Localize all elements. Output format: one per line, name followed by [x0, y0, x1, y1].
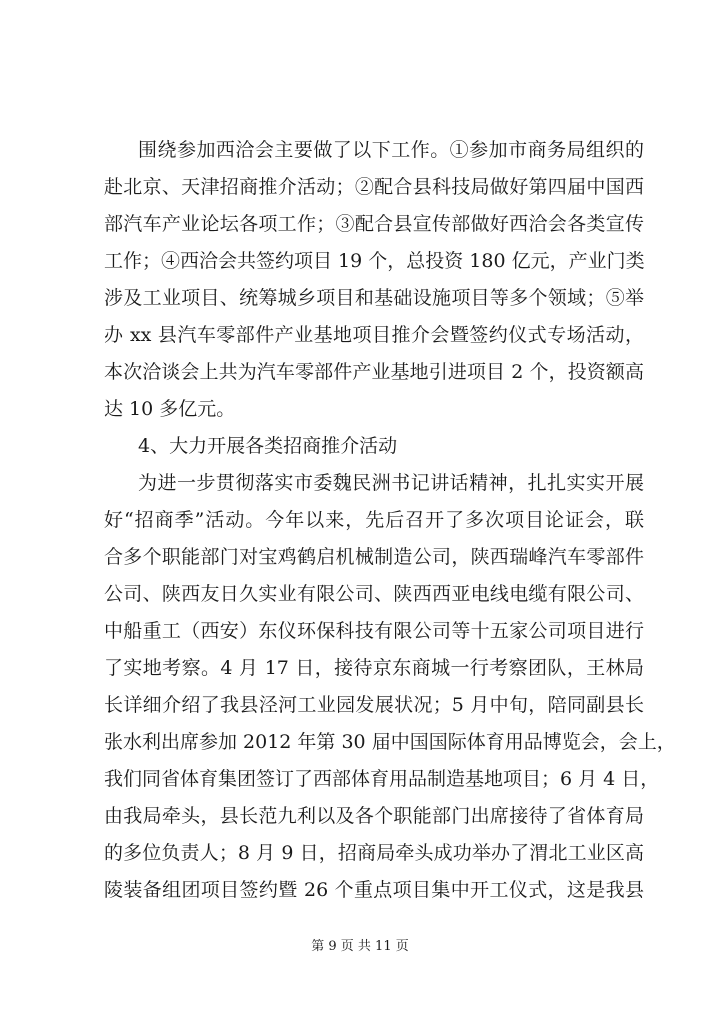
paragraph-line: 由我局牵头，县长范九利以及各个职能部门出席接待了省体育局 — [104, 805, 644, 827]
page-footer: 第 9 页 共 11 页 — [311, 939, 409, 954]
paragraph-line: 围绕参加西洽会主要做了以下工作。①参加市商务局组织的 — [138, 139, 644, 161]
paragraph-line: 长详细介绍了我县泾河工业园发展状况；5 月中旬，陪同副县长 — [104, 694, 644, 716]
paragraph-line: 工作；④西洽会共签约项目 19 个，总投资 180 亿元，产业门类 — [104, 250, 645, 272]
paragraph-line: 中船重工（西安）东仪环保科技有限公司等十五家公司项目进行 — [104, 620, 644, 642]
paragraph-line: 达 10 多亿元。 — [104, 398, 236, 420]
paragraph-line: 为进一步贯彻落实市委魏民洲书记讲话精神，扎扎实实开展 — [138, 472, 644, 494]
paragraph-line: 办 xx 县汽车零部件产业基地项目推介会暨签约仪式专场活动， — [104, 324, 644, 346]
paragraph-line: 合多个职能部门对宝鸡鹤启机械制造公司，陕西瑞峰汽车零部件 — [104, 546, 644, 568]
paragraph-line: 了实地考察。4 月 17 日，接待京东商城一行考察团队，王林局 — [104, 657, 644, 679]
paragraph-line: 赴北京、天津招商推介活动；②配合县科技局做好第四届中国西 — [104, 176, 644, 198]
paragraph-line: 的多位负责人；8 月 9 日，招商局牵头成功举办了渭北工业区高 — [104, 842, 644, 864]
paragraph-line: 公司、陕西友日久实业有限公司、陕西西亚电线电缆有限公司、 — [104, 583, 644, 605]
paragraph-line: 部汽车产业论坛各项工作；③配合县宣传部做好西洽会各类宣传 — [104, 213, 644, 235]
section-heading: 4、大力开展各类招商推介活动 — [138, 435, 398, 457]
paragraph-line: 陵装备组团项目签约暨 26 个重点项目集中开工仪式，这是我县 — [104, 879, 644, 901]
paragraph-line: 本次洽谈会上共为汽车零部件产业基地引进项目 2 个，投资额高 — [104, 361, 644, 383]
paragraph-line: 我们同省体育集团签订了西部体育用品制造基地项目；6 月 4 日， — [104, 768, 660, 790]
paragraph-line: 张水利出席参加 2012 年第 30 届中国国际体育用品博览会，会上， — [104, 731, 676, 753]
paragraph-line: 好“招商季”活动。今年以来，先后召开了多次项目论证会，联 — [104, 509, 644, 531]
paragraph-line: 涉及工业项目、统筹城乡项目和基础设施项目等多个领域；⑤举 — [104, 287, 644, 309]
